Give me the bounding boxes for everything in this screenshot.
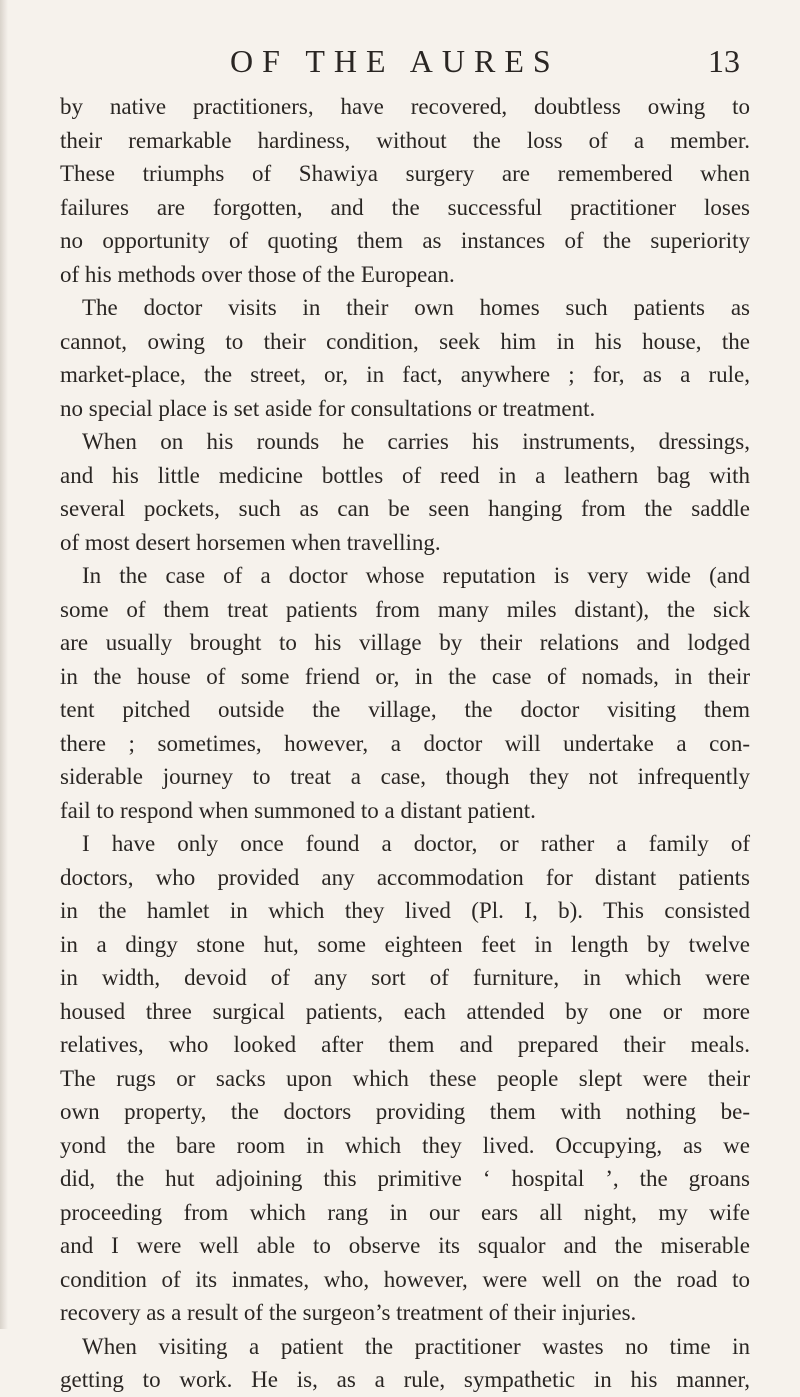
running-head: OF THE AURES	[230, 43, 560, 79]
text-line: housed three surgical patients, each attended by one or more	[60, 998, 750, 1024]
body-text	[60, 90, 750, 1397]
text-line: doctors, who provided any accommodation for distant patients	[60, 864, 750, 890]
text-line: and his little medicine bottles of reed in a leathern bag with	[60, 462, 750, 488]
page-edge-shadow	[0, 0, 8, 1329]
text-line: there ; sometimes, however, a doctor will undertake a con-	[60, 730, 750, 756]
text-line: yond the bare room in which they lived. Occupying, as we	[60, 1132, 750, 1158]
text-line: in the hamlet in which they lived (Pl. I, b). This consisted	[60, 898, 750, 923]
text-line: no opportunity of quoting them as instances of the superiority	[60, 228, 750, 253]
text-line: When on his rounds he carries his instruments, dressings,	[82, 429, 750, 454]
text-line: are usually brought to his village by their relations and lodged	[60, 630, 750, 655]
page-header	[0, 40, 800, 90]
text-line: proceeding from which rang in our ears all night, my wife	[60, 1199, 750, 1225]
text-line: recovery as a result of the surgeon’s treatment of their injuries.	[60, 1300, 637, 1325]
text-line: tent pitched outside the village, the doctor visiting them	[60, 697, 750, 722]
text-line: their remarkable hardiness, without the loss of a member.	[60, 127, 750, 153]
text-line: did, the hut adjoining this primitive ‘ hospital ’, the groans	[60, 1166, 750, 1191]
text-line: own property, the doctors providing them with nothing be-	[60, 1099, 750, 1124]
text-line: in a dingy stone hut, some eighteen feet in length by twelve	[60, 931, 750, 957]
text-line: several pockets, such as can be seen hanging from the saddle	[60, 496, 750, 521]
text-line: relatives, who looked after them and prepared their meals.	[60, 1032, 750, 1057]
text-line: getting to work. He is, as a rule, sympathetic in his manner,	[60, 1367, 750, 1392]
text-line: market-place, the street, or, in fact, anywhere ; for, as a rule,	[60, 362, 750, 387]
text-line: condition of its inmates, who, however, were well on the road to	[60, 1266, 750, 1292]
text-line: fail to respond when summoned to a distant patient.	[60, 797, 536, 823]
text-line: cannot, owing to their condition, seek him in his house, the	[60, 328, 750, 354]
text-line: of most desert horsemen when travelling.	[60, 529, 441, 555]
text-line: The rugs or sacks upon which these people slept were their	[60, 1065, 750, 1091]
text-line: by native practitioners, have recovered, doubtless owing to	[60, 94, 750, 119]
text-line: no special place is set aside for consultations or treatment.	[60, 395, 596, 421]
text-line: some of them treat patients from many miles distant), the sick	[60, 596, 750, 622]
text-line: of his methods over those of the European.	[60, 261, 455, 287]
text-line: siderable journey to treat a case, though they not infrequently	[60, 764, 750, 789]
text-line: in the house of some friend or, in the case of nomads, in their	[60, 663, 750, 689]
text-line: failures are forgotten, and the successful practitioner loses	[60, 194, 750, 220]
text-line: in width, devoid of any sort of furniture, in which were	[60, 965, 750, 990]
text-line: In the case of a doctor whose reputation is very wide (and	[82, 563, 750, 588]
text-line: and I were well able to observe its squalor and the miserable	[60, 1233, 750, 1258]
text-line: These triumphs of Shawiya surgery are remembered when	[60, 161, 750, 186]
page-number: 13	[708, 43, 740, 79]
text-line: I have only once found a doctor, or rather a family of	[82, 831, 750, 856]
text-line: The doctor visits in their own homes such patients as	[82, 295, 750, 320]
text-line: When visiting a patient the practitioner wastes no time in	[82, 1333, 750, 1359]
